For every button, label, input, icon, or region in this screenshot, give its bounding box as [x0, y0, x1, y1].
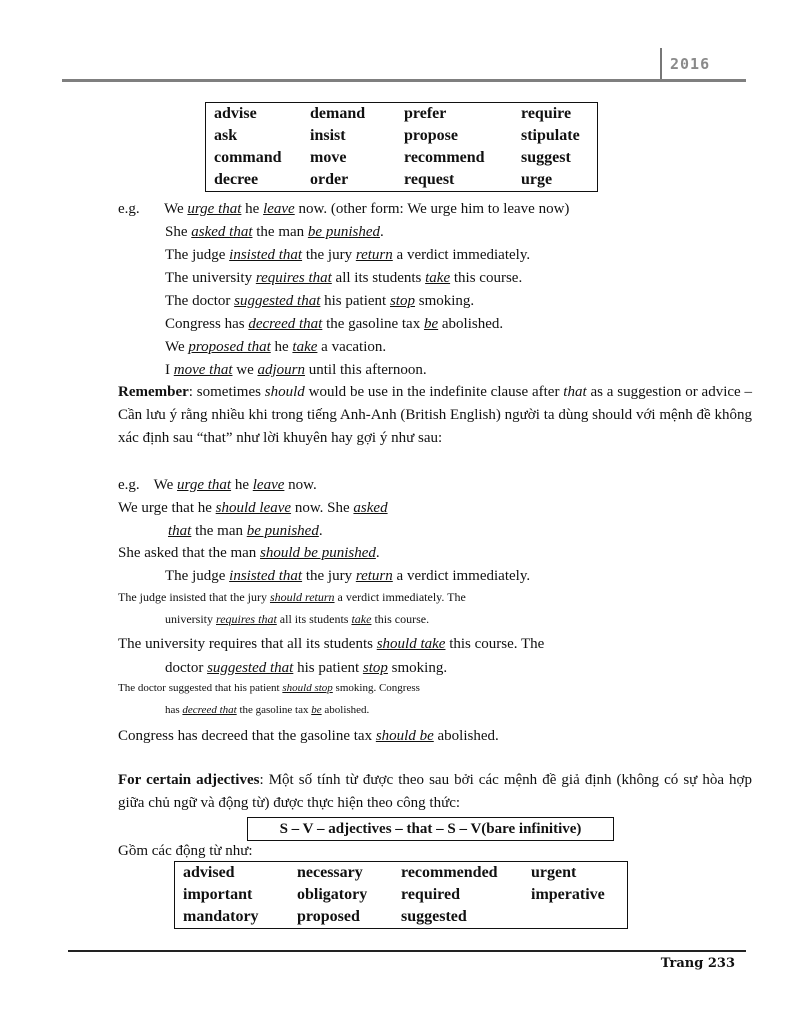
example-line: The university requires that all its students take this course.: [165, 270, 523, 286]
table-row: [175, 906, 628, 929]
table-cell: urgent: [531, 864, 577, 881]
table-cell: required: [401, 886, 460, 903]
example-line: We proposed that he take a vacation.: [165, 339, 387, 355]
example-line: The judge insisted that the jury return a verdict immediately.: [165, 247, 531, 263]
table-row: [175, 862, 628, 885]
example-line: The doctor suggested that his patient stop smoking.: [165, 293, 475, 309]
eg-label: e.g.: [118, 201, 140, 217]
table-cell: order: [310, 171, 349, 188]
table-row: [206, 169, 598, 192]
table-cell: important: [183, 886, 253, 903]
table-row: [206, 103, 598, 126]
example-line: The judge insisted that the jury return a verdict immediately.: [165, 568, 531, 584]
table-row: [206, 147, 598, 169]
verb-table: [205, 102, 598, 192]
table-cell: command: [214, 149, 282, 166]
header-rule: [62, 79, 746, 82]
example-line: has decreed that the gasoline tax be abolished.: [165, 704, 370, 716]
footer-rule: [68, 950, 746, 952]
example-line: that the man be punished.: [168, 523, 323, 539]
example-line: Congress has decreed that the gasoline tax be abolished.: [165, 316, 504, 332]
table-cell: advised: [183, 864, 235, 881]
table-cell: proposed: [297, 908, 360, 925]
table-cell: mandatory: [183, 908, 259, 925]
table-cell: prefer: [404, 105, 447, 122]
example-line: university requires that all its students take this course.: [165, 612, 430, 626]
example-line: Congress has decreed that the gasoline tax should be abolished.: [118, 728, 499, 744]
adjective-table: [174, 861, 628, 929]
table-cell: propose: [404, 127, 458, 144]
example-line: doctor suggested that his patient stop smoking.: [165, 660, 448, 676]
table-cell: require: [521, 105, 572, 122]
table-row: [206, 125, 598, 147]
table-cell: necessary: [297, 864, 363, 881]
table-cell: request: [404, 171, 455, 188]
header-divider: [660, 48, 662, 80]
table-cell: obligatory: [297, 886, 368, 903]
table-cell: recommend: [404, 149, 485, 166]
table-cell: stipulate: [521, 127, 580, 144]
adjectives-label: For certain adjectives: [118, 772, 260, 788]
table-cell: demand: [310, 105, 366, 122]
remember-paragraph: Remember: sometimes should would be use in the indefinite clause after that as a suggestion or advice – Cần lưu ý rằng nhiều khi trong tiếng Anh-Anh (British English) người ta dùng should với mệnh đề không xác định sau “that” như lời khuyên hay gợi ý như sau:: [118, 384, 753, 446]
table-cell: insist: [310, 127, 346, 144]
table-row: [175, 884, 628, 906]
table-cell: imperative: [531, 886, 605, 903]
table-cell: suggest: [521, 149, 571, 166]
example-line: e.g. We urge that he leave now.: [118, 477, 317, 493]
adjectives-paragraph: For certain adjectives: Một số tính từ được theo sau bởi các mệnh đề giả định (không có sự hòa hợp giữa chủ ngữ và động từ) được thực hiện theo công thức:: [118, 772, 752, 811]
example-line: She asked that the man be punished.: [165, 224, 384, 240]
page-number: Trang 233: [660, 956, 735, 971]
example-line: We urge that he leave now. (other form: We urge him to leave now): [164, 201, 570, 217]
example-line: We urge that he should leave now. She asked: [118, 500, 388, 516]
table-cell: recommended: [401, 864, 498, 881]
example-line: The university requires that all its students should take this course. The: [118, 636, 545, 652]
remember-label: Remember: [118, 384, 189, 400]
table-cell: move: [310, 149, 347, 166]
header-year: 2016: [670, 55, 711, 73]
formula-box: S – V – adjectives – that – S – V(bare infinitive): [247, 817, 614, 841]
table-cell: [523, 906, 628, 929]
table-cell: suggested: [401, 908, 467, 925]
example-line: I move that we adjourn until this afternoon.: [165, 362, 427, 378]
example-line: She asked that the man should be punished.: [118, 545, 380, 561]
example-line: The doctor suggested that his patient should stop smoking. Congress: [118, 682, 420, 694]
table-cell: decree: [214, 171, 259, 188]
table-cell: urge: [521, 171, 553, 188]
table-cell: advise: [214, 105, 257, 122]
table-cell: ask: [214, 127, 238, 144]
adjectives-intro: Gồm các động từ như:: [118, 843, 253, 859]
example-line: The judge insisted that the jury should return a verdict immediately. The: [118, 590, 466, 604]
